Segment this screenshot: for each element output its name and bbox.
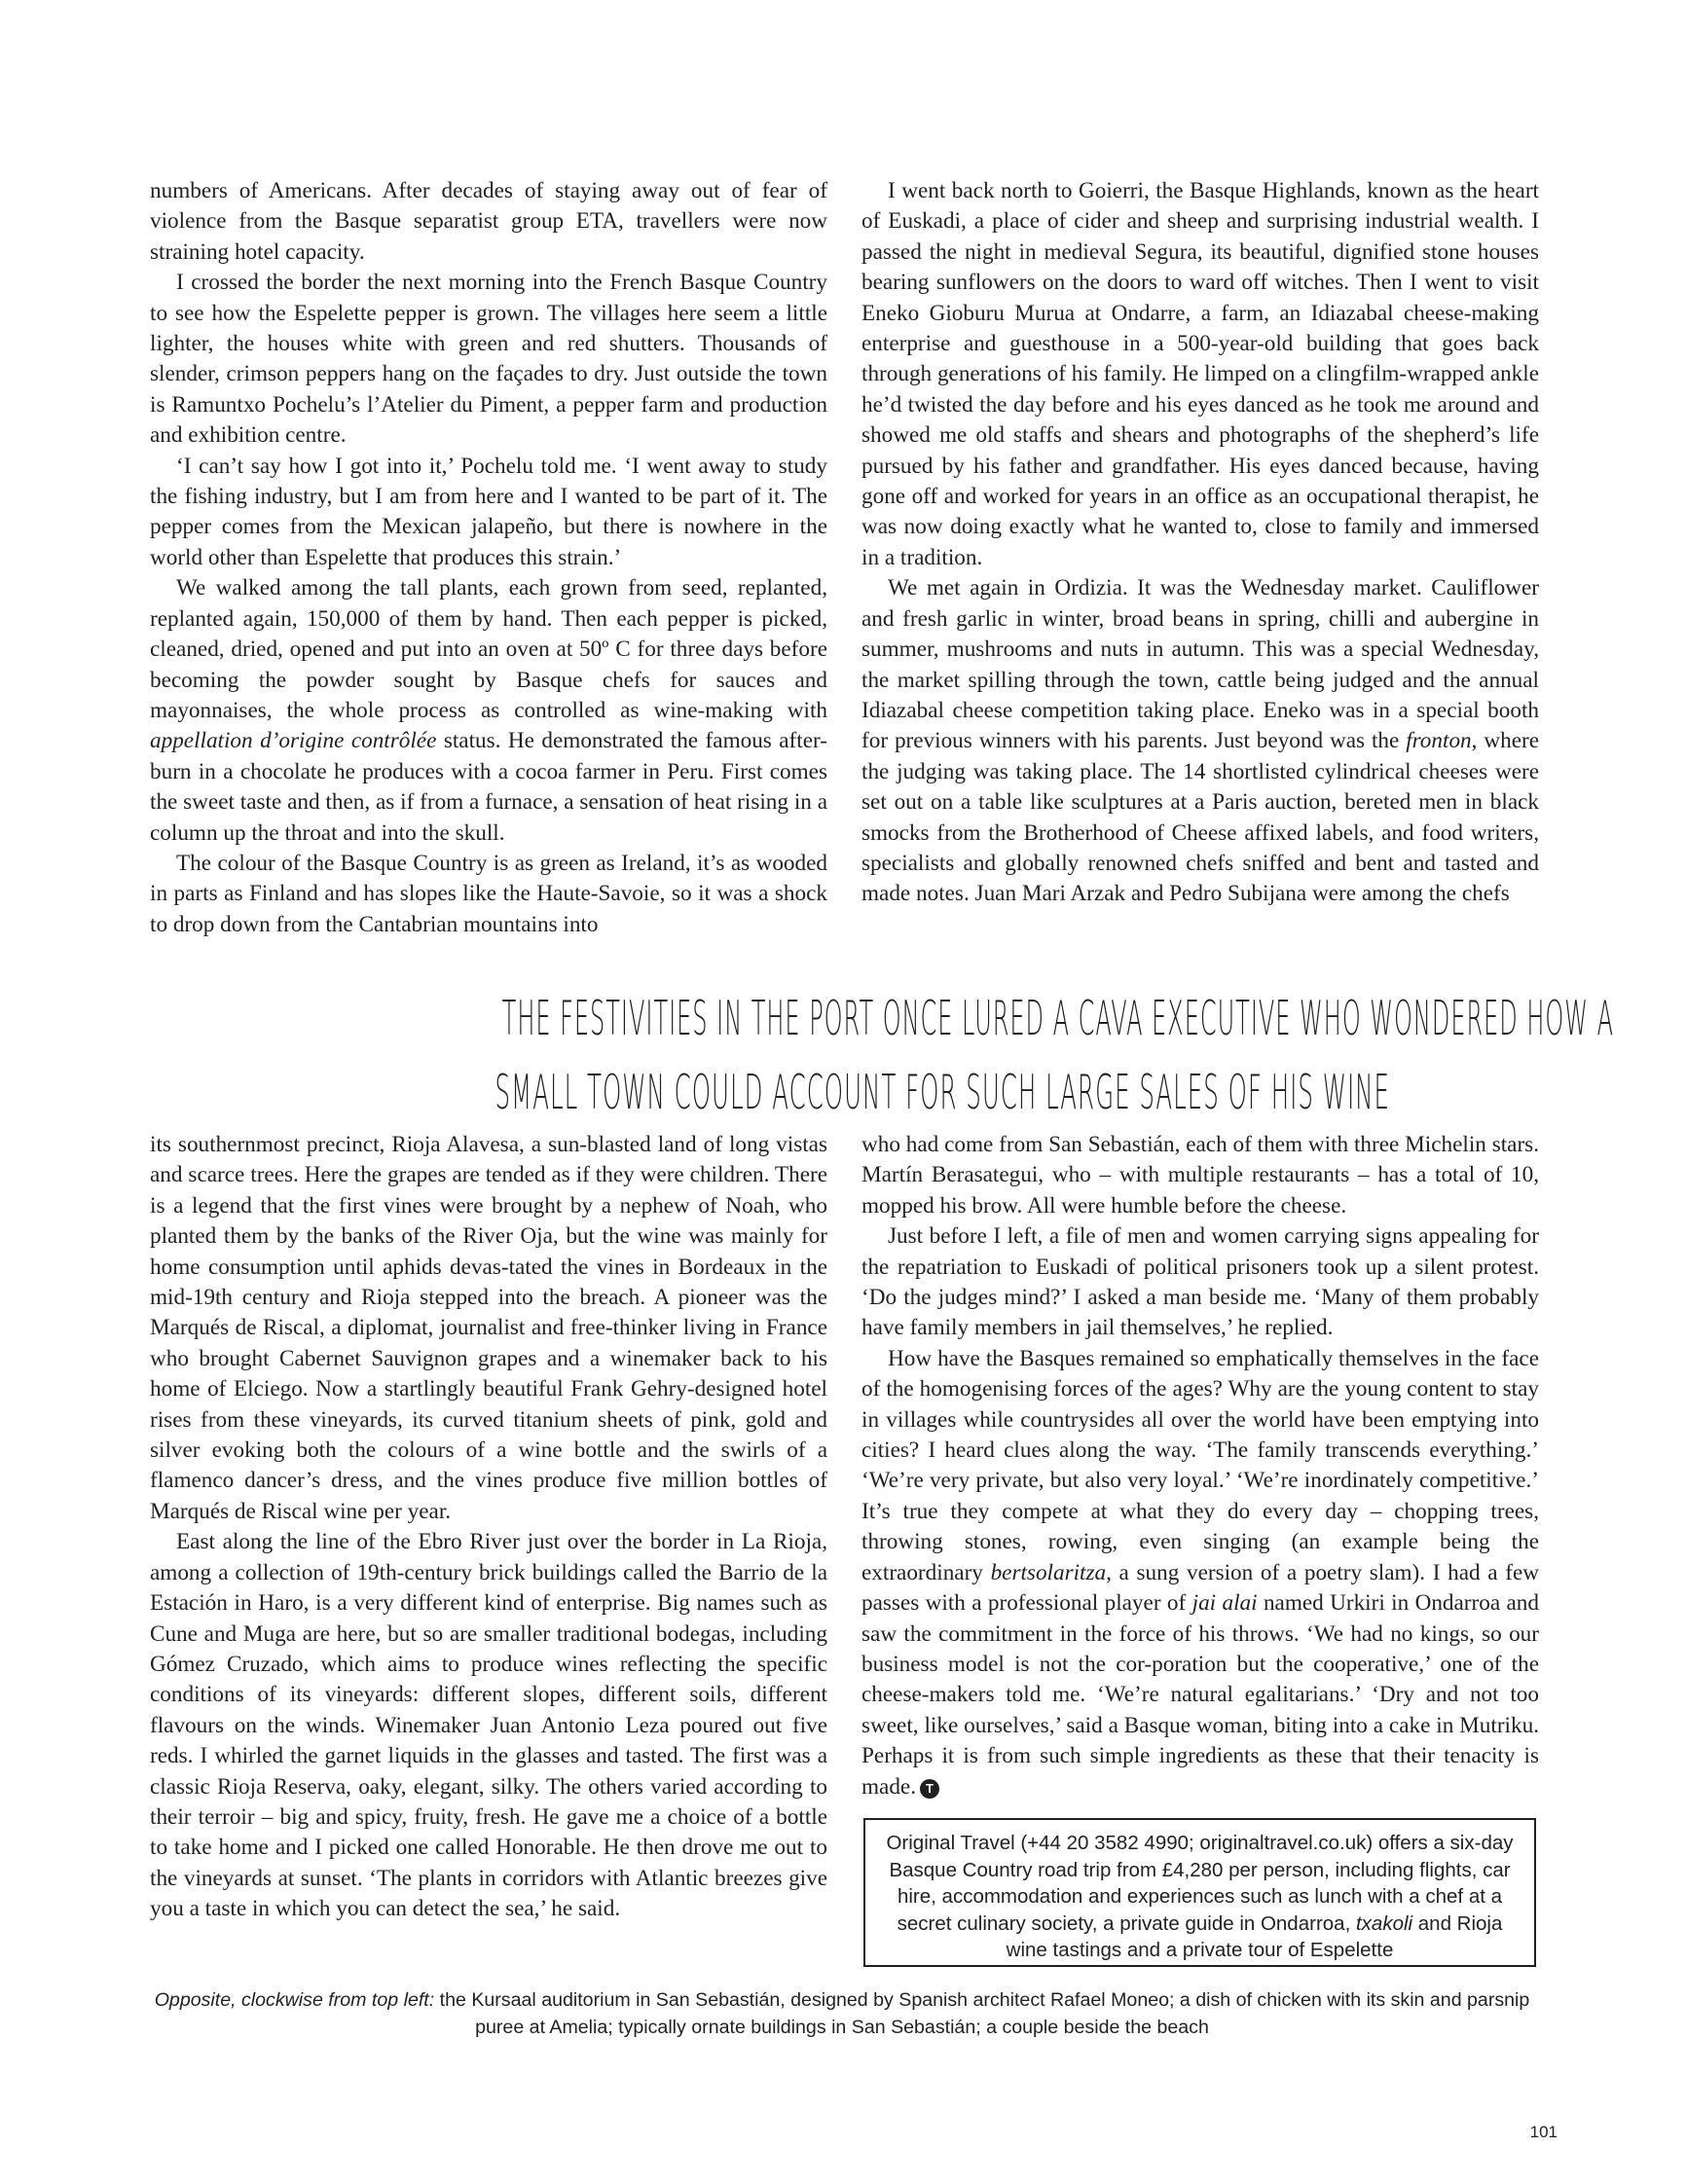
paragraph: I crossed the border the next morning into the French Basque Country to see how the Espelette pepper is grown. The villages here seem a little lighter, the houses white with green and red shutters. Thousands of slender, crimson peppers hang on the façades to dry. Just outside the town is Ramuntxo Pochelu’s l’Atelier du Piment, a pepper farm and production and exhibition centre. (150, 270, 827, 449)
paragraph: numbers of Americans. After decades of staying away out of fear of violence from the Basque separatist group ETA, travellers were now straining hotel capacity. (150, 178, 827, 265)
text-run: How have the Basques remained so emphatically themselves in the face of the homogenising forces of the ages? Why are the young content to stay in villages while countrysides all over the world have been emptying into cities? I heard clues along the way. ‘The family transcends everything.’ ‘We’re very private, but also very loyal.’ ‘We’re inordinately competitive.’ It’s true they compete at what they do every day – chopping trees, throwing stones, rowing, even singing (an example being the extraordinary (861, 1345, 1539, 1585)
italic-text: txakoli (1355, 1911, 1413, 1935)
text-run: status. He demonstrated the famous after-burn in a chocolate he produces with a cocoa farmer in Peru. First comes the sweet taste and then, as if from a furnace, a sensation of heat rising in a column up the throat and into the skull. (150, 728, 827, 846)
paragraph (861, 1344, 1539, 1802)
paragraph: East along the line of the Ebro River just over the border in La Rioja, among a collection of 19th-century brick buildings called the Barrio de la Estación in Haro, is a very different kind of enterprise. Big names such as Cune and Muga are here, but so are smaller traditional bodegas, including Gómez Cruzado, which aims to produce wines reflecting the specific conditions of its vineyards: different slopes, different soils, different flavours on the winds. Winemaker Juan Antonio Leza poured out five reds. I whirled the garnet liquids in the glasses and tasted. The first was a classic Rioja Reserva, oaky, elegant, silky. The others varied according to their terroir – big and spicy, fruity, fresh. He gave me a choice of a bottle to take home and I picked one called Honorable. He then drove me out to the vineyards at sunset. ‘The plants in corridors with Atlantic breezes give you a taste in which you can detect the sea,’ he said. (150, 1529, 827, 1922)
paragraph: its southernmost precinct, Rioja Alavesa, a sun-blasted land of long vistas and scarce trees. Here the grapes are tended as if they were children. There is a legend that the first vines were brought by a nephew of Noah, who planted them by the banks of the River Oja, but the wine was mainly for home consumption until aphids devas-tated the vines in Bordeaux in the mid-19th century and Rioja stepped into the breach. A pioneer was the Marqués de Riscal, a diplomat, journalist and free-thinker living in France who brought Cabernet Sauvignon grapes and a winemaker back to his home of Elciego. Now a startlingly beautiful Frank Gehry-designed hotel rises from these vineyards, its curved titanium sheets of pink, gold and silver evoking both the colours of a wine bottle and the swirls of a flamenco dancer’s dress, and the vines produce five million bottles of Marqués de Riscal wine per year. (150, 1132, 827, 1524)
paragraph (150, 573, 827, 849)
text-run: , where the judging was taking place. The 14 shortlisted cylindrical cheeses were set out on a table like sculptures at a Paris auction, bereted men in black smocks from the Brotherhood of Cheese affixed labels, and food writers, specialists and globally renowned chefs sniffed and bent and tasted and made notes. Juan Mari Arzak and Pedro Subijana were among the chefs (861, 728, 1539, 907)
info-box-text: Original Travel (+44 20 3582 4990; originaltravel.co.uk) offers a six-day Basque Country road trip from £4,280 per person, including flights, car hire, accommodation and experiences such as lunch with a chef at a secret culinary society, a private guide in Ondarroa, (886, 1832, 1514, 1935)
paragraph: ‘I can’t say how I got into it,’ Pochelu told me. ‘I went away to study the fishing industry, but I am from here and I wanted to be part of it. The pepper comes from the Mexican jalapeño, but there is nowhere in the world other than Espelette that produces this strain.’ (150, 453, 827, 570)
pull-quote-line: SMALL TOWN COULD ACCOUNT FOR SUCH LARGE SALES OF HIS WINE (495, 1065, 1390, 1120)
text-run: , a sung version of a poetry slam). I had a few passes with a professional player of (861, 1559, 1539, 1617)
column-top-left (150, 176, 827, 940)
italic-text: bertsolaritza (990, 1559, 1107, 1585)
italic-text: jai alai (1191, 1590, 1258, 1617)
text-run: We walked among the tall plants, each grown from seed, replanted, replanted again, 150,000 of them by hand. Then each pepper is picked, cleaned, dried, opened and put into an oven at 50º C for three days before becoming the powder sought by Basque chefs for sauces and mayonnaises, the whole process as controlled as wine-making with (150, 575, 827, 723)
paragraph: who had come from San Sebastián, each of them with three Michelin stars. Martín Berasategui, who – with multiple restaurants – has a total of 10, mopped his brow. All were humble before the cheese. (861, 1132, 1539, 1219)
column-top-right (861, 176, 1539, 910)
pull-quote (146, 991, 1615, 1121)
info-box-text: and Rioja wine tastings and a private tour of Espelette (1006, 1911, 1503, 1961)
caption-lead: Opposite, clockwise from top left: (154, 1989, 435, 2011)
paragraph: The colour of the Basque Country is as green as Ireland, it’s as wooded in parts as Finland and has slopes like the Haute-Savoie, so it was a shock to drop down from the Cantabrian mountains into (150, 850, 827, 937)
photo-caption (146, 1986, 1538, 2041)
paragraph: I went back north to Goierri, the Basque Highlands, known as the heart of Euskadi, a place of cider and sheep and surprising industrial wealth. I passed the night in medieval Segura, its beautiful, dignified stone houses bearing sunflowers on the doors to ward off witches. Then I went to visit Eneko Gioburu Murua at Ondarre, a farm, an Idiazabal cheese-making enterprise and guesthouse in a 500-year-old building that goes back through generations of his family. He limped on a clingfilm-wrapped ankle he’d twisted the day before and his eyes danced as he took me around and showed me old staffs and shears and photographs of the shepherd’s life pursued by his father and grandfather. His eyes danced because, having gone off and worked for years in an office as an occupational therapist, he was now doing exactly what he wanted to, close to family and immersed in a tradition. (861, 178, 1539, 570)
end-mark-icon: T (920, 1779, 939, 1799)
text-run: named Urkiri in Ondarroa and saw the commitment in the force of his throws. ‘We had no kings, so our business model is not the cor-poration but the cooperative,’ one of the cheese-makers told me. ‘We’re natural egalitarians.’ ‘Dry and not too sweet, like ourselves,’ said a Basque woman, biting into a cake in Mutriku. Perhaps it is from such simple ingredients as these that their tenacity is made. (861, 1590, 1539, 1800)
info-box (863, 1818, 1536, 1967)
italic-text: appellation d’origine contrôlée (150, 728, 437, 754)
italic-text: fronton (1406, 728, 1472, 754)
column-bottom-left (150, 1130, 827, 1925)
pull-quote-line: THE FESTIVITIES IN THE PORT ONCE LURED A CAVA EXECUTIVE WHO WONDERED HOW A (501, 991, 1615, 1046)
caption-text: the Kursaal auditorium in San Sebastián, designed by Spanish architect Rafael Moneo; a dish of chicken with its skin and parsnip puree at Amelia; typically ornate buildings in San Sebastián; a couple beside the beach (434, 1989, 1530, 2038)
paragraph (861, 573, 1539, 909)
paragraph: Just before I left, a file of men and women carrying signs appealing for the repatriation to Euskadi of political prisoners took up a silent protest. ‘Do the judges mind?’ I asked a man beside me. ‘Many of them probably have family members in jail themselves,’ he replied. (861, 1223, 1539, 1341)
column-bottom-right (861, 1130, 1539, 1802)
page-number: 101 (1529, 2123, 1558, 2141)
text-run: We met again in Ordizia. It was the Wednesday market. Cauliflower and fresh garlic in winter, broad beans in spring, chilli and aubergine in summer, mushrooms and nuts in autumn. This was a special Wednesday, the market spilling through the town, cattle being judged and the annual Idiazabal cheese competition taking place. Eneko was in a special booth for previous winners with his parents. Just beyond was the (861, 575, 1539, 754)
